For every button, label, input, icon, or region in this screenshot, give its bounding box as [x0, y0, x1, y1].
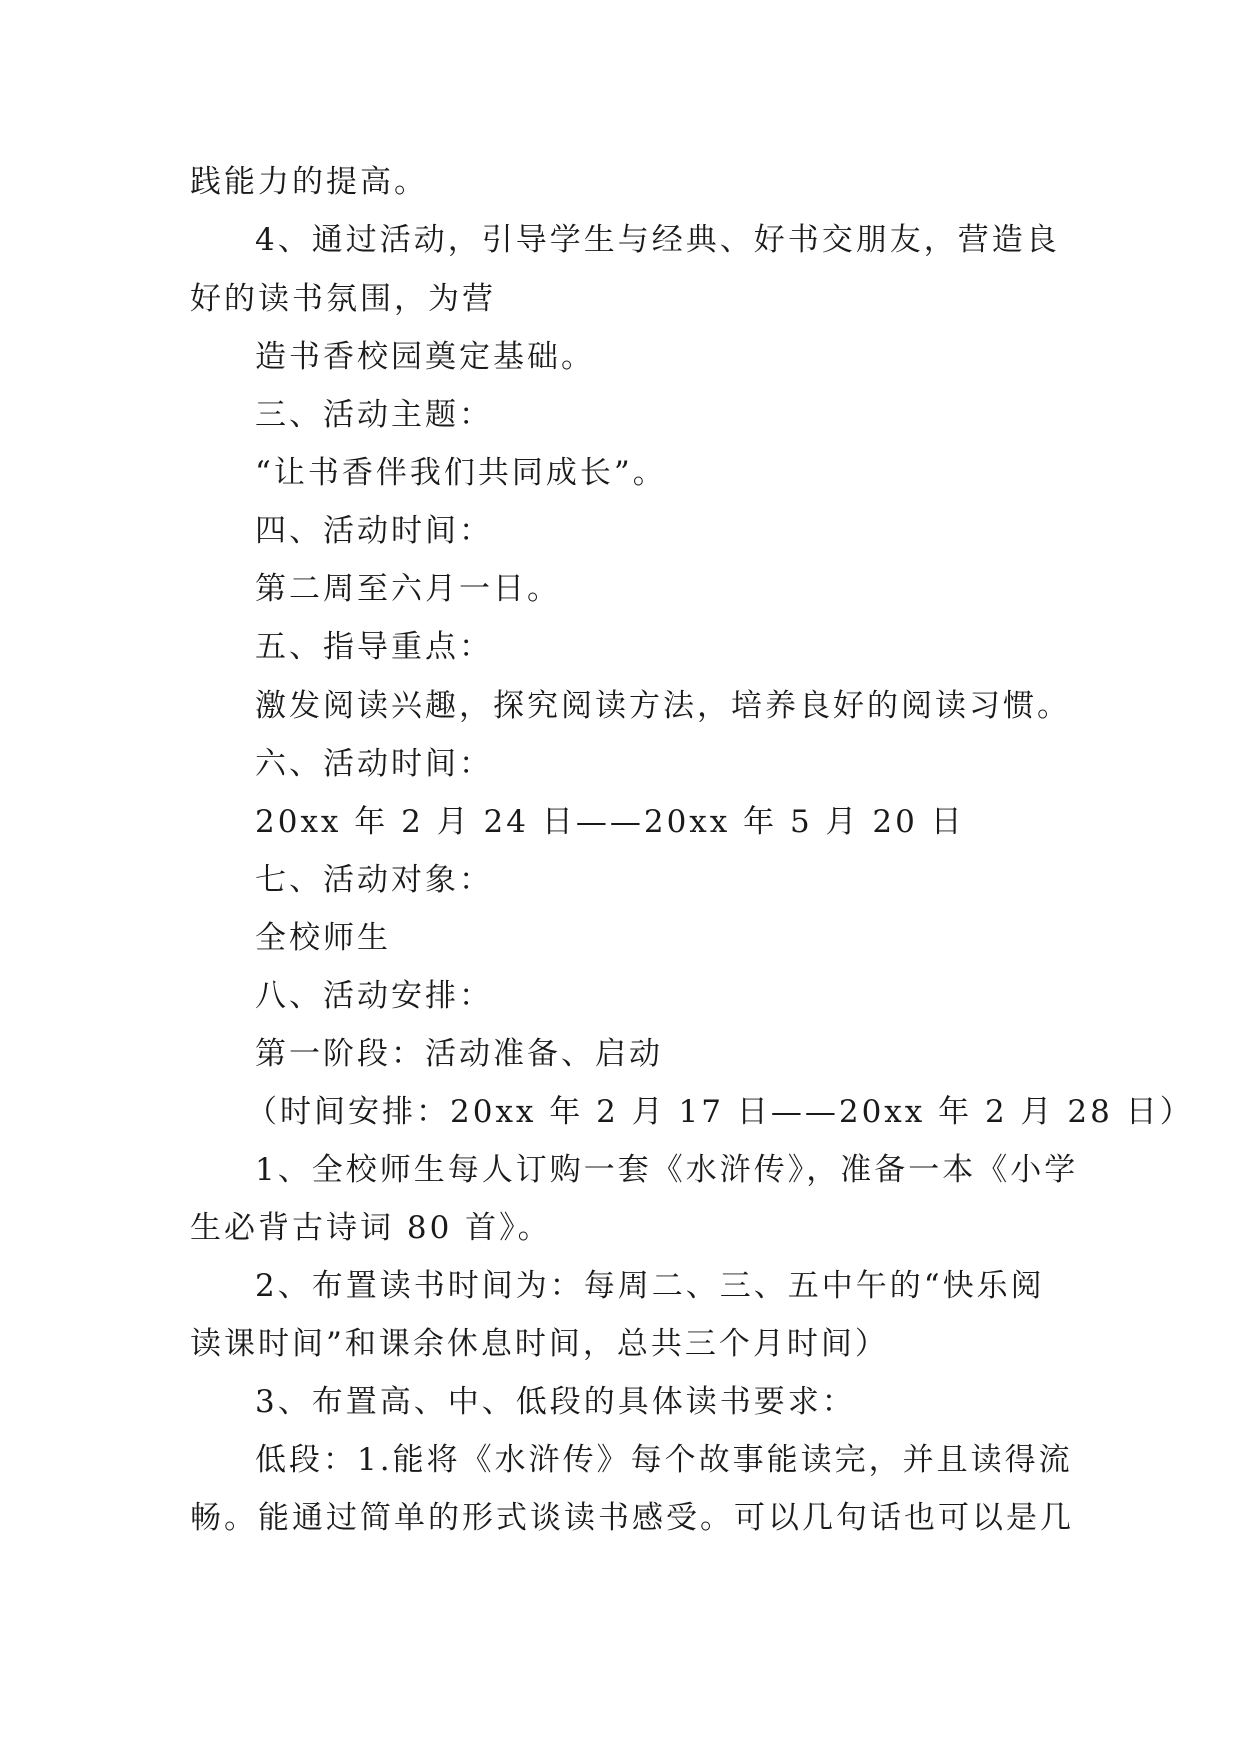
text-line: 第一阶段：活动准备、启动 [255, 1036, 663, 1072]
section-heading: 三、活动主题： [255, 397, 493, 433]
text-line: 生必背古诗词 80 首》。 [190, 1210, 552, 1246]
section-heading: 四、活动时间： [255, 513, 493, 549]
text-line: 畅。能通过简单的形式谈读书感受。可以几句话也可以是几 [190, 1500, 1074, 1536]
section-heading: 八、活动安排： [255, 978, 493, 1014]
text-line: 全校师生 [255, 920, 391, 956]
text-line: 践能力的提高。 [190, 164, 428, 200]
text-line: 第二周至六月一日。 [255, 571, 561, 607]
text-line: 激发阅读兴趣，探究阅读方法，培养良好的阅读习惯。 [255, 688, 1071, 724]
text-line: “让书香伴我们共同成长”。 [255, 455, 667, 491]
text-line: 4、通过活动，引导学生与经典、好书交朋友，营造良 [255, 222, 1060, 258]
text-line: 读课时间”和课余休息时间，总共三个月时间） [190, 1326, 889, 1362]
text-line: 造书香校园奠定基础。 [255, 339, 595, 375]
text-line: 1、全校师生每人订购一套《水浒传》，准备一本《小学 [255, 1152, 1079, 1188]
section-heading: 六、活动时间： [255, 746, 493, 782]
section-heading: 五、指导重点： [255, 629, 493, 665]
section-heading: 七、活动对象： [255, 862, 493, 898]
text-line: 2、布置读书时间为：每周二、三、五中午的“快乐阅 [255, 1268, 1045, 1304]
text-line: 3、布置高、中、低段的具体读书要求： [255, 1384, 856, 1420]
text-line: 低段：1.能将《水浒传》每个故事能读完，并且读得流 [255, 1442, 1073, 1478]
text-line: 好的读书氛围，为营 [190, 281, 496, 317]
text-line: （时间安排：20xx 年 2 月 17 日——20xx 年 2 月 28 日） [246, 1094, 1194, 1130]
text-line: 20xx 年 2 月 24 日——20xx 年 5 月 20 日 [255, 804, 965, 840]
